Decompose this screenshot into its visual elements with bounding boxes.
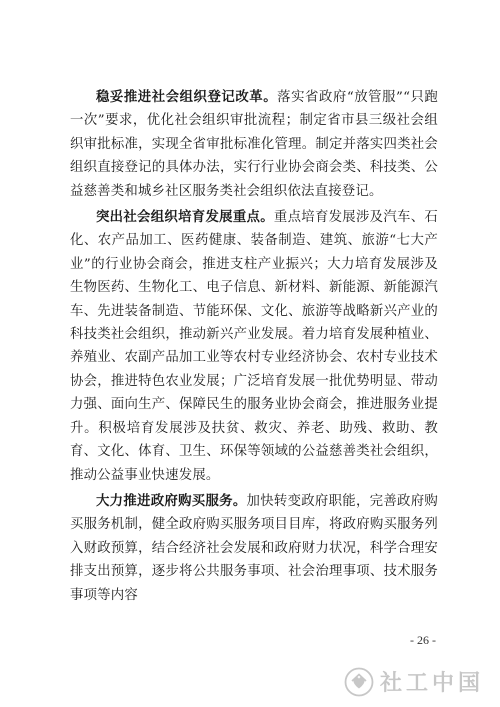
- watermark-text: 社工中国: [379, 671, 484, 696]
- paragraph-registration-reform: [70, 86, 438, 203]
- paragraph-government-procurement: [70, 490, 438, 607]
- paragraph-heading: 突出社会组织培育发展重点。: [96, 210, 274, 226]
- paragraph-text: 落实省政府“放管服”“只跑一次”要求，优化社会组织审批流程；制定省市县三级社会组织审批标准，实现全省审批标准化管理。制定并落实四类社会组织直接登记的具体办法，实行行业协会商会类、科技类、公益慈善类和城乡社区服务类社会组织依法直接登记。: [70, 90, 438, 199]
- paragraph-cultivation-focus: [70, 206, 438, 487]
- paragraph-heading: 稳妥推进社会组织登记改革。: [96, 90, 278, 105]
- page-number: - 26 -: [410, 633, 436, 647]
- body-text: [70, 86, 438, 610]
- heart-house-logo-icon: [344, 667, 374, 697]
- paragraph-heading: 大力推进政府购买服务。: [96, 493, 247, 509]
- paragraph-text: 加快转变政府职能，完善政府购买服务机制，健全政府购买服务项目目库，将政府购买服务列入财政预算，结合经济社会发展和政府财力状况，科学合理安排支出预算，逐步将公共服务事项、社会治理事项、技术服务事项等内容: [70, 493, 438, 603]
- paragraph-text: 重点培育发展涉及汽车、石化、农产品加工、医药健康、装备制造、建筑、旅游“七大产业”的行业协会商会，推进支柱产业振兴；大力培育发展涉及生物医药、生物化工、电子信息、新材料、新能源、新能源汽车、先进装备制造、节能环保、文化、旅游等战略新兴产业的科技类社会组织，推动新兴产业发展。着力培育发展种植业、养殖业、农副产品加工业等农村专业经济协会、农村专业技术协会，推进特色农业发展；广泛培育发展一批优势明显、带动力强、面向生产、保障民生的服务业协会商会，推进服务业提升。积极培育发展涉及扶贫、救灾、养老、助残、救助、教育、文化、体育、卫生、环保等领域的公益慈善类社会组织，推动公益事业快速发展。: [70, 210, 438, 483]
- watermark: [344, 666, 484, 697]
